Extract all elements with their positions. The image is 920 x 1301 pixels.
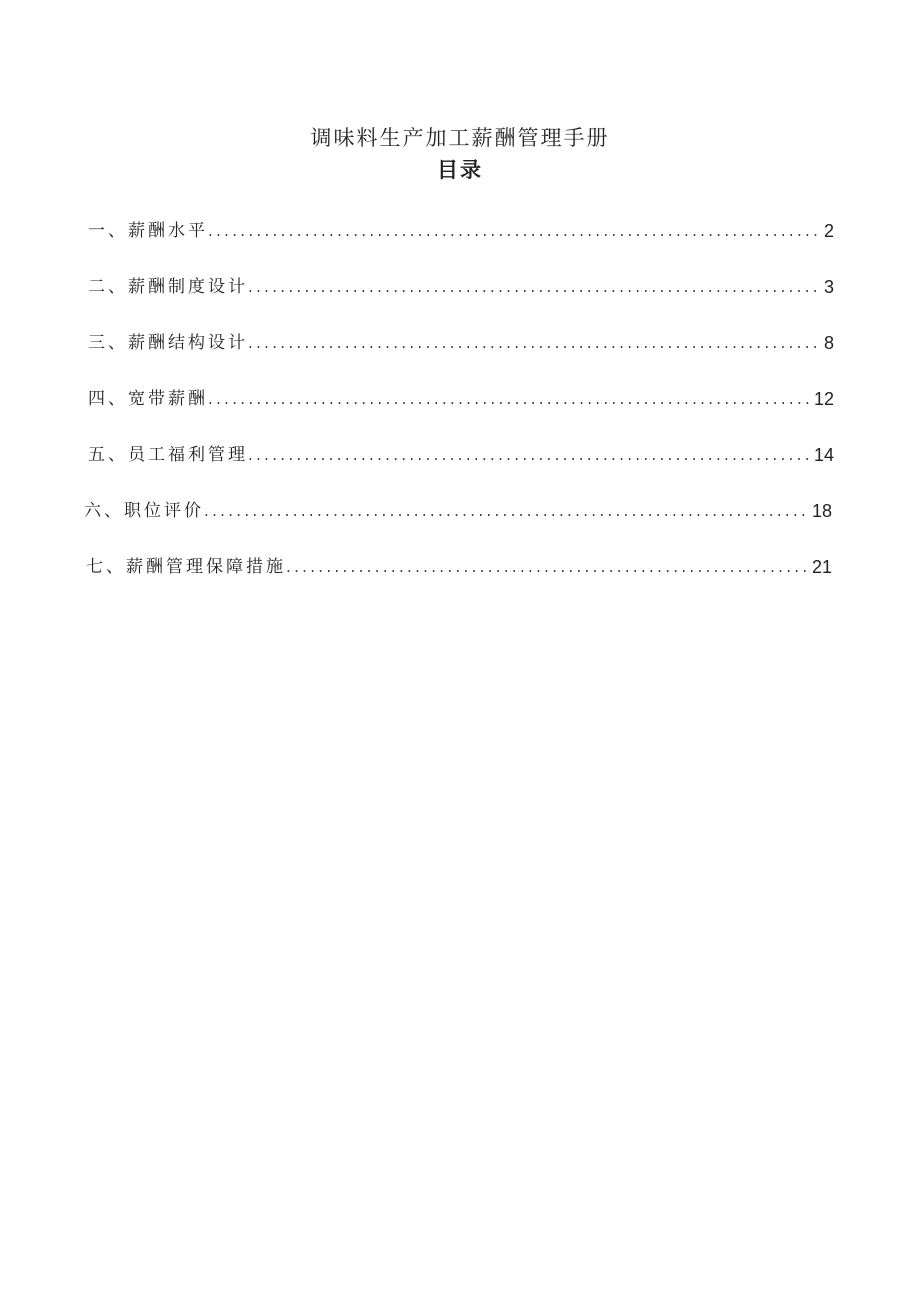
toc-entry-label: 四、宽带薪酬	[88, 389, 208, 409]
toc-entry-label: 五、员工福利管理	[88, 445, 248, 465]
title-block	[0, 122, 920, 186]
toc-page-number: 8	[823, 333, 834, 353]
toc-dot-leader	[208, 389, 812, 411]
toc-entry-label: 六、职位评价	[84, 501, 204, 521]
toc-page-number: 2	[823, 221, 834, 241]
toc-entry[interactable]	[88, 383, 834, 411]
toc-page-number: 18	[811, 501, 832, 521]
toc-dot-leader	[248, 445, 812, 467]
toc-entry[interactable]	[84, 495, 832, 523]
toc-dot-leader	[286, 557, 810, 579]
toc-entry[interactable]	[88, 215, 834, 243]
toc-entry-label: 七、薪酬管理保障措施	[86, 557, 286, 577]
toc-entry[interactable]	[88, 271, 834, 299]
toc-dot-leader	[208, 221, 822, 243]
toc-dot-leader	[248, 333, 822, 355]
toc-dot-leader	[248, 277, 822, 299]
toc-page-number: 12	[813, 389, 834, 409]
toc-page-number: 3	[823, 277, 834, 297]
toc-heading: 目录	[437, 158, 483, 182]
document-title: 调味料生产加工薪酬管理手册	[310, 126, 610, 150]
toc-entry-label: 二、薪酬制度设计	[88, 277, 248, 297]
toc-page-number: 14	[813, 445, 834, 465]
toc-dot-leader	[204, 501, 810, 523]
toc-entry-label: 一、薪酬水平	[88, 221, 208, 241]
toc-entry[interactable]	[88, 439, 834, 467]
toc-entry-label: 三、薪酬结构设计	[88, 333, 248, 353]
toc-page-number: 21	[811, 557, 832, 577]
toc-entry[interactable]	[86, 551, 832, 579]
toc-entry[interactable]	[88, 327, 834, 355]
